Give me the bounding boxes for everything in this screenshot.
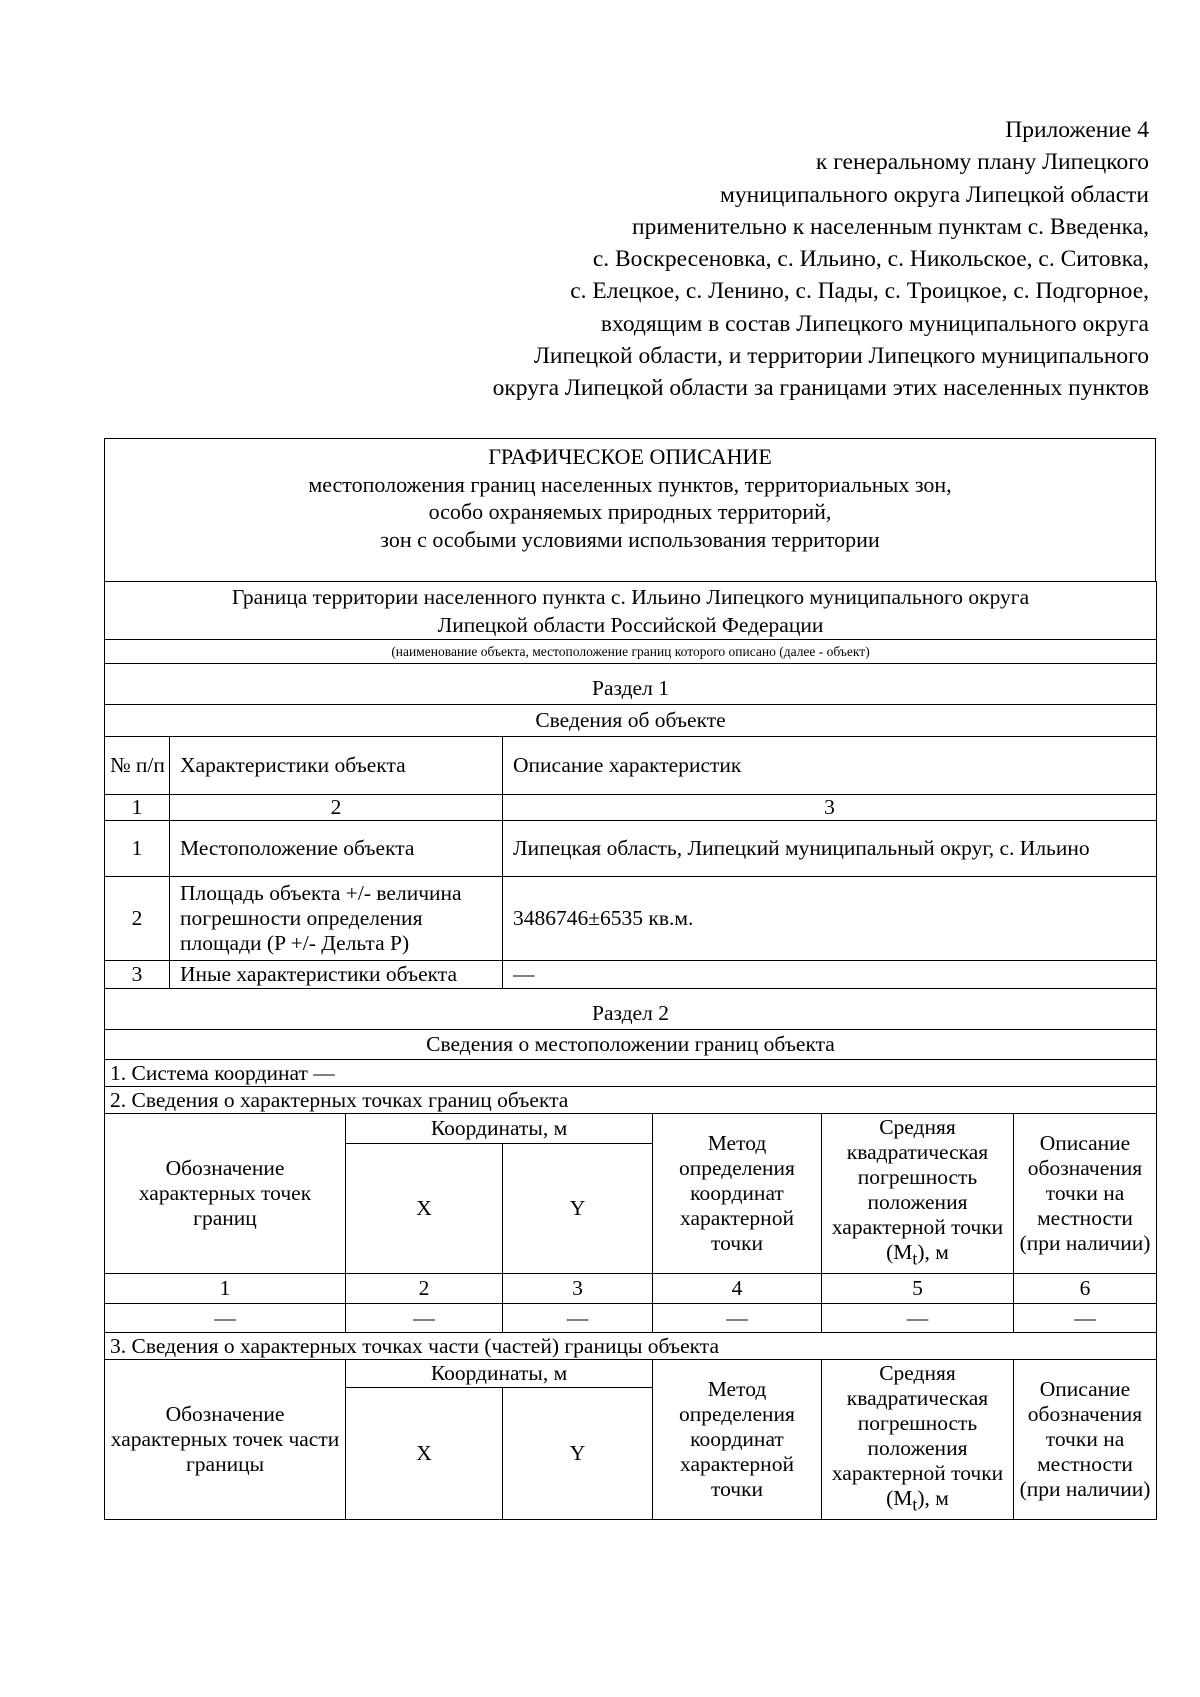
header-error-unit: ), м [917,1240,949,1265]
header-error-unit: ), м [917,1486,949,1511]
row-characteristic: Площадь объекта +/- величина погрешности определения площади (P +/- Дельта P) [170,877,503,961]
object-name [105,582,1157,640]
header-method: Метод определения координат характерной точки [653,1360,822,1520]
row-number: 2 [105,877,170,961]
header-error [822,1114,1014,1274]
header-y: Y [503,1388,653,1520]
col-number: 3 [503,1274,653,1304]
header-y: Y [503,1144,653,1274]
header-designation-part: Обозначение характерных точек части границы [105,1360,346,1520]
row-number: 3 [105,961,170,989]
col-number: 1 [105,1274,346,1304]
object-name-line: Граница территории населенного пункта с. Ильино Липецкого муниципального округа [231,585,1030,609]
header-method: Метод определения координат характерной точки [653,1114,822,1274]
col-number: 2 [346,1274,503,1304]
document-subtitle: местоположения границ населенных пунктов, территориальных зон, [308,471,952,497]
header-line: с. Елецкое, с. Ленино, с. Пады, с. Троицкое, с. Подгорное, [570,278,1149,305]
section2-title: Сведения о местоположении границ объекта [105,1030,1157,1060]
header-coords: Координаты, м [346,1114,653,1144]
appendix-header [249,114,1149,405]
table-row [105,821,1157,877]
empty-cell: — [1014,1304,1157,1333]
document-subtitle: особо охраняемых природных территорий, [428,499,832,524]
header-line: округа Липецкой области за границами этих населенных пунктов [492,375,1149,402]
header-line: с. Воскресеновка, с. Ильино, с. Никольское, с. Ситовка, [592,246,1149,273]
table-row [105,961,1157,989]
object-caption: (наименование объекта, местоположение границ которого описано (далее - объект) [105,640,1157,664]
header-desc: Описание обозначения точки на местности (при наличии) [1014,1114,1157,1274]
row-description: 3486746±6535 кв.м. [503,877,1157,961]
empty-cell: — [653,1304,822,1333]
col-number: 6 [1014,1274,1157,1304]
parts-title: 3. Сведения о характерных точках части (частей) границы объекта [105,1333,1157,1360]
empty-cell: — [503,1304,653,1333]
header-error-text: Средняя квадратическая погрешность положения характерной точки (M [831,1115,1004,1265]
points-title: 2. Сведения о характерных точках границ объекта [105,1087,1157,1114]
header-error-sub: t [912,1494,918,1515]
row-characteristic: Иные характеристики объекта [170,961,503,989]
spacer [105,989,1157,999]
coord-system: 1. Система координат — [105,1060,1157,1087]
spacer [105,664,1157,674]
section1-title: Сведения об объекте [105,705,1157,737]
col-header-number: № п/п [105,737,170,795]
header-error-sub: t [912,1248,918,1269]
col-header-characteristics: Характеристики объекта [170,737,503,795]
table-row [105,1304,1157,1333]
document-title: ГРАФИЧЕСКОЕ ОПИСАНИЕ [488,444,772,469]
object-name-line: Липецкой области Российской Федерации [437,612,824,637]
header-error-text: Средняя квадратическая погрешность положения характерной точки (M [831,1361,1004,1511]
table-row [105,877,1157,961]
header-line: Липецкой области, и территории Липецкого муниципального [533,343,1149,370]
row-description: — [503,961,1157,989]
empty-cell: — [105,1304,346,1333]
document-subtitle: зон с особыми условиями использования территории [380,526,880,552]
header-line: муниципального округа Липецкой области [720,181,1149,208]
header-line: Приложение 4 [1005,117,1149,143]
row-number: 1 [105,821,170,877]
row-characteristic: Местоположение объекта [170,821,503,877]
col-number: 3 [503,795,1157,821]
header-line: входящим в состав Липецкого муниципального округа [600,310,1149,337]
empty-cell: — [346,1304,503,1333]
header-line: применительно к населенным пунктам с. Введенка, [632,213,1149,240]
header-coords: Координаты, м [346,1360,653,1388]
section1-label: Раздел 1 [105,674,1157,705]
header-x: X [346,1388,503,1520]
col-number: 4 [653,1274,822,1304]
col-header-description: Описание характеристик [503,737,1157,795]
header-line: к генеральному плану Липецкого [815,149,1149,176]
col-number: 1 [105,795,170,821]
header-error [822,1360,1014,1520]
header-designation: Обозначение характерных точек границ [105,1114,346,1274]
section2-label: Раздел 2 [105,999,1157,1030]
col-number: 5 [822,1274,1014,1304]
empty-cell: — [822,1304,1014,1333]
row-description: Липецкая область, Липецкий муниципальный округ, с. Ильино [503,821,1157,877]
description-table [104,581,1157,1520]
header-x: X [346,1144,503,1274]
col-number: 2 [170,795,503,821]
title-block [104,438,1156,581]
header-desc: Описание обозначения точки на местности (при наличии) [1014,1360,1157,1520]
